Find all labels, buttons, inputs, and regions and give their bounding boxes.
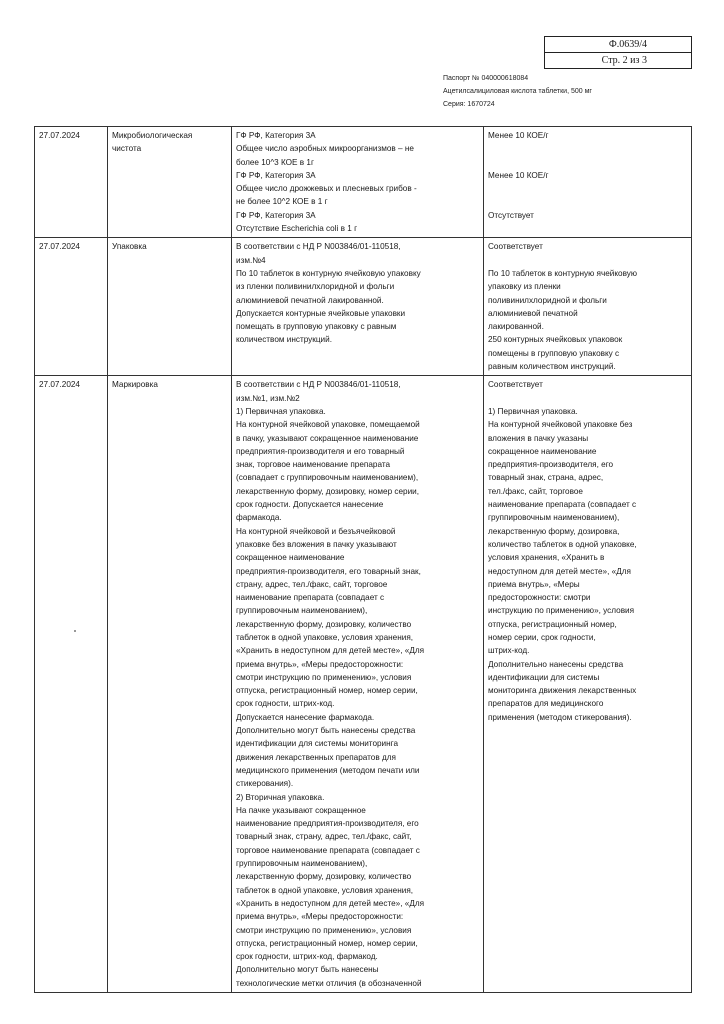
text-line: лекарственную форму, дозировку, количество [236, 872, 412, 882]
text-line: срок годности. Допускается нанесение [236, 500, 384, 510]
text-line: Допускается контурные ячейковые упаковки [236, 308, 406, 318]
text-line: страну, адрес, тел./факс, сайт, торговое [236, 579, 388, 589]
text-line: срок годности, штрих-код, фармакод. [236, 952, 378, 962]
text-line: более 10^3 КОЕ в 1г [236, 157, 314, 167]
text-line: недоступном для детей месте», «Для [488, 566, 631, 576]
text-line: В соответствии с НД Р N003846/01-110518, [236, 380, 401, 390]
text-line: В соответствии с НД Р N003846/01-110518, [236, 242, 401, 252]
text-line: количеством инструкций. [236, 335, 332, 345]
blank-line [488, 392, 687, 405]
text-line: ГФ РФ, Категория 3А [236, 210, 316, 220]
text-line: номер серии, срок годности, [488, 632, 596, 642]
text-line: товарный знак, страна, адрес, [488, 473, 604, 483]
text-line: 2) Вторичная упаковка. [236, 792, 325, 802]
text-line: Дополнительно могут быть нанесены средства [236, 726, 416, 736]
text-line: 250 контурных ячейковых упаковок [488, 335, 623, 345]
text-line: Упаковка [112, 242, 147, 252]
text-line: применения (методом стикерования). [488, 712, 632, 722]
form-code-box [544, 36, 692, 69]
text-line: таблеток в одной упаковке, условия хранения, [236, 632, 414, 642]
blank-line [488, 142, 687, 155]
test-cell [108, 238, 232, 376]
text-line: По 10 таблеток в контурную ячейковую упаковку [236, 268, 421, 278]
text-line: (совпадает с группировочным наименованием), [236, 473, 419, 483]
passport-header [443, 72, 592, 111]
series-number: Серия: 1670724 [443, 101, 495, 108]
table-row [35, 238, 692, 376]
text-line: отпуска, регистрационный номер, [488, 619, 617, 629]
text-line: наименование предприятия-производителя, его [236, 819, 419, 829]
test-cell [108, 127, 232, 238]
text-line: лекарственную форму, дозировка, [488, 526, 620, 536]
text-line: помещать в групповую упаковку с равным [236, 322, 397, 332]
text-line: Соответствует [488, 242, 543, 252]
product-name: Ацетилсалициловая кислота таблетки, 500 мг [443, 88, 592, 95]
date-cell [35, 238, 108, 376]
table-row [35, 376, 692, 993]
text-line: смотри инструкцию по применению», условия [236, 672, 412, 682]
text-line: наименование препарата (совпадает с [488, 500, 637, 510]
date-cell [35, 127, 108, 238]
text-line: 27.07.2024 [39, 242, 80, 252]
text-line: «Хранить в недоступном для детей месте», «Для [236, 898, 425, 908]
text-line: Менее 10 КОЕ/г [488, 170, 549, 180]
text-line: предприятия-производителя, его [488, 460, 614, 470]
blank-line [488, 254, 687, 267]
text-line: смотри инструкцию по применению», условия [236, 925, 412, 935]
blank-line [488, 156, 687, 169]
requirement-cell [232, 127, 484, 238]
form-code: Ф.0639/4 [608, 39, 647, 50]
text-line: На контурной ячейковой упаковке без [488, 420, 633, 430]
date-cell [35, 376, 108, 993]
text-line: мониторинга движения лекарственных [488, 686, 637, 696]
text-line: отпуска, регистрационный номер, номер серии, [236, 938, 418, 948]
text-line: вложения в пачку указаны [488, 433, 589, 443]
result-cell [484, 127, 692, 238]
page-number: Стр. 2 из 3 [545, 52, 691, 68]
text-line: группировочным наименованием), [488, 513, 620, 523]
table-row [35, 127, 692, 238]
text-line: алюминиевой печатной [488, 308, 578, 318]
text-line: Отсутствует [488, 210, 534, 220]
text-line: На контурной ячейковой упаковке, помещаемой [236, 420, 420, 430]
results-table [34, 126, 692, 993]
text-line: количество таблеток в одной упаковке, [488, 539, 637, 549]
text-line: сокращенное наименование [236, 553, 345, 563]
text-line: Менее 10 КОЕ/г [488, 131, 549, 140]
text-line: предосторожности: смотри [488, 593, 591, 603]
text-line: сокращенное наименование [488, 446, 597, 456]
text-line: приема внутрь», «Меры предосторожности: [236, 912, 404, 922]
result-cell [484, 238, 692, 376]
text-line: Допускается нанесение фармакода. [236, 712, 375, 722]
text-line: изм.№4 [236, 255, 266, 265]
text-line: из пленки поливинилхлоридной и фольги [236, 282, 395, 292]
text-line: изм.№1, изм.№2 [236, 393, 300, 403]
text-line: 27.07.2024 [39, 380, 80, 390]
text-line: лекарственную форму, дозировку, количество [236, 619, 412, 629]
text-line: упаковку из пленки [488, 282, 561, 292]
passport-number: Паспорт № 040000618084 [443, 75, 529, 82]
text-line: не более 10^2 КОЕ в 1 г [236, 197, 328, 207]
text-line: ГФ РФ, Категория 3А [236, 170, 316, 180]
text-line: Отсутствие Escherichia coli в 1 г [236, 224, 358, 234]
text-line: идентификации для системы мониторинга [236, 739, 399, 749]
test-cell [108, 376, 232, 993]
text-line: алюминиевой печатной лакированной. [236, 295, 384, 305]
text-line: 1) Первичная упаковка. [488, 406, 578, 416]
blank-line [488, 182, 687, 195]
text-line: группировочным наименованием), [236, 606, 368, 616]
text-line: идентификации для системы [488, 672, 600, 682]
text-line: технологические метки отличия (в обозначенной [236, 978, 422, 988]
text-line: движения лекарственных препаратов для [236, 752, 396, 762]
text-line: ГФ РФ, Категория 3А [236, 131, 316, 140]
text-line: медицинского применения (методом печати или [236, 765, 420, 775]
text-line: Микробиологическая [112, 131, 193, 140]
text-line: Дополнительно нанесены средства [488, 659, 624, 669]
text-line: На пачке указывают сокращенное [236, 805, 366, 815]
text-line: Дополнительно могут быть нанесены [236, 965, 379, 975]
text-line: Общее число дрожжевых и плесневых грибов - [236, 184, 417, 194]
requirement-cell [232, 238, 484, 376]
text-line: инструкцию по применению», условия [488, 606, 635, 616]
blank-line [488, 195, 687, 208]
text-line: препаратов для медицинского [488, 699, 604, 709]
text-line: в пачку, указывают сокращенное наименование [236, 433, 419, 443]
text-line: лакированной. [488, 322, 544, 332]
text-line: 1) Первичная упаковка. [236, 406, 326, 416]
text-line: предприятия-производителя, его товарный знак, [236, 566, 421, 576]
text-line: наименование препарата (совпадает с [236, 593, 385, 603]
requirement-cell [232, 376, 484, 993]
text-line: приема внутрь», «Меры [488, 579, 580, 589]
text-line: группировочным наименованием), [236, 859, 368, 869]
text-line: фармакода. [236, 513, 282, 523]
text-line: Общее число аэробных микроорганизмов – не [236, 144, 414, 154]
text-line: помещены в групповую упаковку с [488, 348, 620, 358]
text-line: тел./факс, сайт, торговое [488, 486, 583, 496]
text-line: предприятия-производителя и его товарный [236, 446, 405, 456]
text-line: На контурной ячейковой и безъячейковой [236, 526, 396, 536]
text-line: штрих-код. [488, 646, 530, 656]
text-line: товарный знак, страну, адрес, тел./факс, сайт, [236, 832, 412, 842]
text-line: таблеток в одной упаковке, условия хранения, [236, 885, 414, 895]
text-line: стикерования). [236, 779, 294, 789]
text-line: Маркировка [112, 380, 158, 390]
text-line: равным количеством инструкций. [488, 362, 616, 372]
text-line: упаковке без вложения в пачку указывают [236, 539, 397, 549]
text-line: По 10 таблеток в контурную ячейковую [488, 268, 638, 278]
text-line: торговое наименование препарата (совпадает с [236, 845, 420, 855]
text-line: 27.07.2024 [39, 131, 80, 140]
text-line: поливинилхлоридной и фольги [488, 295, 607, 305]
text-line: отпуска, регистрационный номер, номер серии, [236, 686, 418, 696]
text-line: чистота [112, 144, 142, 154]
text-line: знак, торговое наименование препарата [236, 460, 391, 470]
text-line: срок годности, штрих-код. [236, 699, 335, 709]
text-line: Соответствует [488, 380, 543, 390]
text-line: лекарственную форму, дозировку, номер серии, [236, 486, 420, 496]
text-line: условия хранения, «Хранить в [488, 553, 605, 563]
result-cell [484, 376, 692, 993]
scan-speck [74, 630, 76, 632]
text-line: приема внутрь», «Меры предосторожности: [236, 659, 404, 669]
text-line: «Хранить в недоступном для детей месте», «Для [236, 646, 425, 656]
